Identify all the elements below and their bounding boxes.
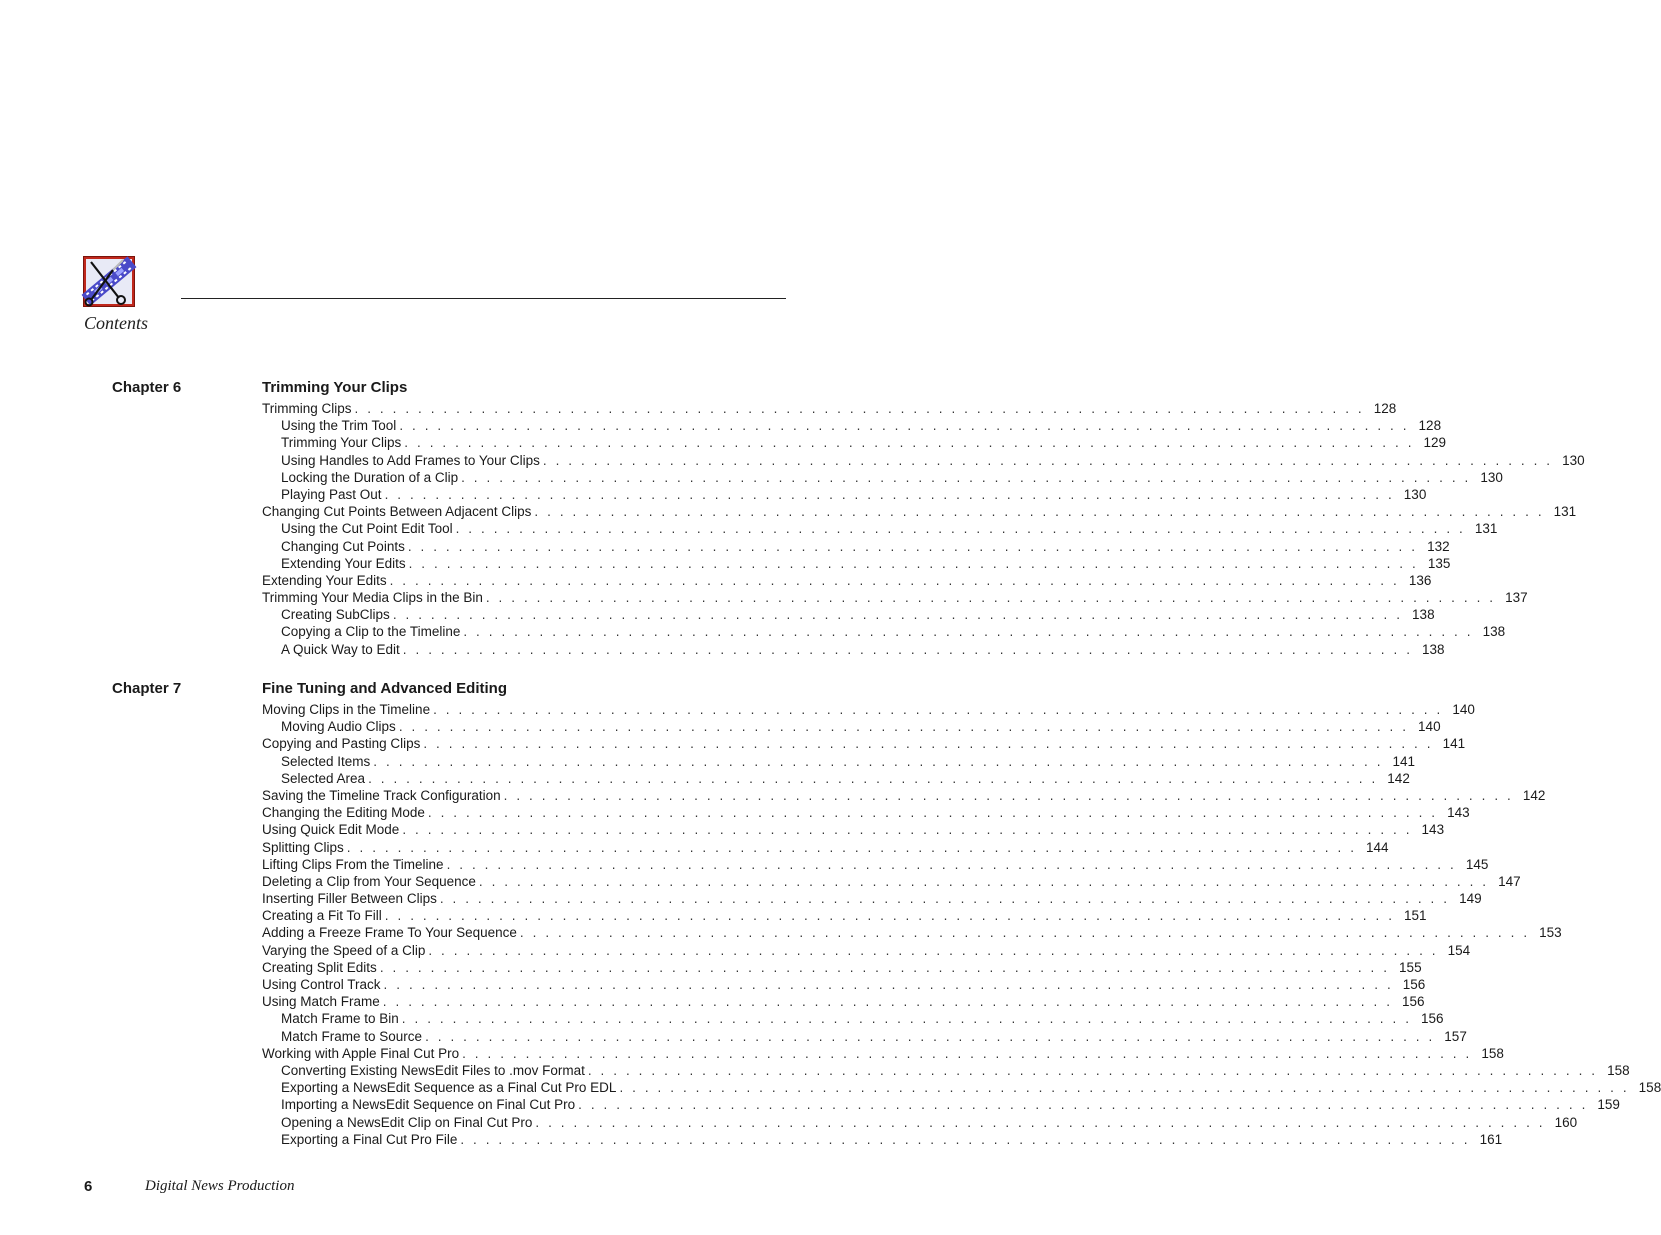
toc-entry-title: Using the Cut Point Edit Tool (281, 521, 453, 537)
toc-entry-page: 154 (1447, 942, 1471, 958)
dot-leader: . . . . . . . . . . . . . . . . . . . . . . . . . . . . . . . . . . . . . . . . . . . . . . . . . . . . . . . . . . . . . . . . . . . . . . . . . . . . . . . . (384, 486, 1395, 502)
toc-entry-page: 158 (1638, 1080, 1661, 1096)
toc-entry-title: Moving Clips in the Timeline (262, 702, 431, 717)
dot-leader: . . . . . . . . . . . . . . . . . . . . . . . . . . . . . . . . . . . . . . . . . . . . . . . . . . . . . . . . . . . . . . . . . . . . . . . . . . . . . . . . (407, 538, 1418, 554)
toc-entry[interactable] (262, 718, 1441, 735)
chapter-title: Fine Tuning and Advanced Editing (262, 680, 507, 697)
toc-entry-page: 144 (1366, 839, 1389, 855)
dot-leader: . . . . . . . . . . . . . . . . . . . . . . . . . . . . . . . . . . . . . . . . . . . . . . . . . . . . . . . . . . . . . . . . . . . . . . . . . . . . . . . . (401, 1011, 1412, 1027)
toc-entry[interactable] (262, 1131, 1503, 1148)
dot-leader: . . . . . . . . . . . . . . . . . . . . . . . . . . . . . . . . . . . . . . . . . . . . . . . . . . . . . . . . . . . . . . . . . . . . . . . . . . . . . . . . (462, 1045, 1472, 1061)
dot-leader: . . . . . . . . . . . . . . . . . . . . . . . . . . . . . . . . . . . . . . . . . . . . . . . . . . . . . . . . . . . . . . . . . . . . . . . . . . . . . . . . (619, 1080, 1630, 1096)
toc-entry[interactable] (262, 942, 1471, 959)
toc-entry-page: 142 (1387, 770, 1410, 786)
toc-entry-title: Lifting Clips From the Timeline (262, 856, 444, 872)
toc-entry-page: 143 (1447, 805, 1470, 821)
newsedit-logo-icon (83, 256, 135, 307)
dot-leader: . . . . . . . . . . . . . . . . . . . . . . . . . . . . . . . . . . . . . . . . . . . . . . . . . . . . . . . . . . . . . . . . . . . . . . . . . . . . . . . . (534, 504, 1545, 520)
toc-entry[interactable] (262, 452, 1585, 469)
toc-entry[interactable] (262, 701, 1475, 718)
toc-entry-page: 130 (1403, 486, 1427, 502)
toc-entry-page: 156 (1402, 977, 1426, 992)
toc-list-chapter-7 (262, 701, 1661, 1148)
toc-entry-page: 138 (1422, 641, 1445, 657)
toc-entry[interactable] (262, 641, 1445, 658)
toc-entry[interactable] (262, 503, 1577, 520)
toc-entry-title: Changing Cut Points (281, 538, 405, 554)
toc-entry-page: 135 (1427, 555, 1451, 571)
footer-page-number: 6 (84, 1178, 93, 1195)
toc-entry[interactable] (262, 890, 1482, 907)
dot-leader: . . . . . . . . . . . . . . . . . . . . . . . . . . . . . . . . . . . . . . . . . . . . . . . . . . . . . . . . . . . . . . . . . . . . . . . . . . . . . . . . (478, 873, 1489, 889)
dot-leader: . . . . . . . . . . . . . . . . . . . . . . . . . . . . . . . . . . . . . . . . . . . . . . . . . . . . . . . . . . . . . . . . . . . . . . . . . . . . . . . . (428, 942, 1439, 958)
toc-entry-title: Using the Trim Tool (281, 418, 397, 434)
toc-entry[interactable] (262, 572, 1432, 589)
toc-entry-title: Extending Your Edits (281, 555, 406, 571)
chapter-label: Chapter 6 (112, 379, 182, 396)
dot-leader: . . . . . . . . . . . . . . . . . . . . . . . . . . . . . . . . . . . . . . . . . . . . . . . . . . . . . . . . . . . . . . . . . . . . . . . . . . . . . . . . (408, 555, 1419, 571)
toc-entry-title: Trimming Clips (262, 401, 352, 416)
toc-entry[interactable] (262, 623, 1506, 640)
dot-leader: . . . . . . . . . . . . . . . . . . . . . . . . . . . . . . . . . . . . . . . . . . . . . . . . . . . . . . . . . . . . . . . . . . . . . . . . . . . . . . . . (425, 1028, 1435, 1044)
toc-entry-page: 158 (1607, 1062, 1630, 1078)
toc-entry-title: Creating a Fit To Fill (262, 908, 382, 924)
toc-entry-page: 140 (1452, 702, 1475, 717)
toc-entry[interactable] (262, 1114, 1578, 1131)
toc-entry[interactable] (262, 787, 1546, 804)
toc-entry[interactable] (262, 907, 1427, 924)
toc-entry-title: Trimming Your Clips (281, 435, 402, 451)
toc-entry-page: 143 (1421, 822, 1445, 838)
dot-leader: . . . . . . . . . . . . . . . . . . . . . . . . . . . . . . . . . . . . . . . . . . . . . . . . . . . . . . . . . . . . . . . . . . . . . . . . . . . . . . . . (373, 753, 1384, 769)
toc-entry-page: 130 (1480, 469, 1503, 485)
toc-entry-page: 140 (1418, 719, 1441, 735)
toc-entry-title: Varying the Speed of a Clip (262, 942, 426, 958)
toc-entry[interactable] (262, 417, 1442, 434)
toc-entry-title: Selected Area (281, 770, 366, 786)
dot-leader: . . . . . . . . . . . . . . . . . . . . . . . . . . . . . . . . . . . . . . . . . . . . . . . . . . . . . . . . . . . . . . . . . . . . . . . . . . . . . . . . (423, 736, 1434, 752)
toc-entry-title: Exporting a NewsEdit Sequence as a Final Cut Pro EDL (281, 1080, 617, 1096)
dot-leader: . . . . . . . . . . . . . . . . . . . . . . . . . . . . . . . . . . . . . . . . . . . . . . . . . . . . . . . . . . . . . . . . . . . . . . . . . . . . . . . . (383, 977, 1394, 992)
toc-entry[interactable] (262, 1062, 1630, 1079)
dot-leader: . . . . . . . . . . . . . . . . . . . . . . . . . . . . . . . . . . . . . . . . . . . . . . . . . . . . . . . . . . . . . . . . . . . . . . . . . . . . . . . . (535, 1114, 1546, 1130)
toc-entry-page: 136 (1408, 572, 1432, 588)
toc-entry[interactable] (262, 873, 1521, 890)
toc-entry-title: Using Handles to Add Frames to Your Clips (281, 452, 540, 468)
toc-entry-page: 128 (1418, 418, 1442, 434)
toc-entry-page: 153 (1539, 925, 1562, 941)
toc-entry-title: Importing a NewsEdit Sequence on Final Cut Pro (281, 1097, 576, 1113)
footer-book-title: Digital News Production (145, 1178, 295, 1194)
toc-entry[interactable] (262, 434, 1447, 451)
chapter-title: Trimming Your Clips (262, 379, 408, 396)
toc-entry-page: 156 (1421, 1011, 1444, 1027)
toc-entry[interactable] (262, 520, 1498, 537)
toc-entry-page: 131 (1553, 504, 1577, 520)
dot-leader: . . . . . . . . . . . . . . . . . . . . . . . . . . . . . . . . . . . . . . . . . . . . . . . . . . . . . . . . . . . . . . . . . . . . . . . . . . . . . . . . (346, 839, 1357, 855)
toc-entry-title: Working with Apple Final Cut Pro (262, 1045, 460, 1061)
toc-entry-page: 157 (1444, 1028, 1467, 1044)
dot-leader: . . . . . . . . . . . . . . . . . . . . . . . . . . . . . . . . . . . . . . . . . . . . . . . . . . . . . . . . . . . . . . . . . . . . . . . . . . . . . . . . (402, 641, 1413, 657)
dot-leader: . . . . . . . . . . . . . . . . . . . . . . . . . . . . . . . . . . . . . . . . . . . . . . . . . . . . . . . . . . . . . . . . . . . . . . . . . . . . . . . . (433, 702, 1443, 717)
toc-entry-title: Copying a Clip to the Timeline (281, 624, 461, 640)
toc-entry-title: Selected Items (281, 753, 371, 769)
dot-leader: . . . . . . . . . . . . . . . . . . . . . . . . . . . . . . . . . . . . . . . . . . . . . . . . . . . . . . . . . . . . . . . . . . . . . . . . . . . . . . . . (503, 787, 1514, 803)
toc-entry-title: Extending Your Edits (262, 572, 387, 588)
toc-entry[interactable] (262, 976, 1426, 993)
toc-entry-title: Adding a Freeze Frame To Your Sequence (262, 925, 517, 941)
toc-entry[interactable] (262, 993, 1425, 1010)
toc-entry-title: Locking the Duration of a Clip (281, 469, 459, 485)
toc-entry[interactable] (262, 1045, 1504, 1062)
toc-entry-title: A Quick Way to Edit (281, 641, 400, 657)
toc-entry-page: 131 (1474, 521, 1498, 537)
toc-entry[interactable] (262, 821, 1445, 838)
toc-entry-title: Deleting a Clip from Your Sequence (262, 873, 476, 889)
toc-entry-page: 129 (1423, 435, 1447, 451)
toc-entry[interactable] (262, 770, 1410, 787)
header-rule (181, 298, 786, 299)
toc-entry-title: Using Match Frame (262, 994, 380, 1010)
toc-entry-page: 138 (1482, 624, 1506, 640)
toc-entry-title: Creating SubClips (281, 607, 390, 623)
toc-entry[interactable] (262, 735, 1466, 752)
toc-entry-title: Match Frame to Source (281, 1028, 423, 1044)
toc-entry-page: 155 (1399, 959, 1422, 975)
toc-entry[interactable] (262, 753, 1416, 770)
toc-entry[interactable] (262, 486, 1427, 503)
dot-leader: . . . . . . . . . . . . . . . . . . . . . . . . . . . . . . . . . . . . . . . . . . . . . . . . . . . . . . . . . . . . . . . . . . . . . . . . . . . . . . . . (368, 770, 1378, 786)
toc-entry-page: 141 (1442, 736, 1466, 752)
toc-entry-title: Creating Split Edits (262, 959, 377, 975)
dot-leader: . . . . . . . . . . . . . . . . . . . . . . . . . . . . . . . . . . . . . . . . . . . . . . . . . . . . . . . . . . . . . . . . . . . . . . . . . . . . . . . . (461, 469, 1471, 485)
dot-leader: . . . . . . . . . . . . . . . . . . . . . . . . . . . . . . . . . . . . . . . . . . . . . . . . . . . . . . . . . . . . . . . . . . . . . . . . . . . . . . . . (542, 452, 1553, 468)
toc-entry[interactable] (262, 959, 1422, 976)
dot-leader: . . . . . . . . . . . . . . . . . . . . . . . . . . . . . . . . . . . . . . . . . . . . . . . . . . . . . . . . . . . . . . . . . . . . . . . . . . . . . . . . (379, 959, 1390, 975)
toc-entry[interactable] (262, 1096, 1620, 1113)
toc-entry[interactable] (262, 1079, 1661, 1096)
toc-entry[interactable] (262, 538, 1450, 555)
dot-leader: . . . . . . . . . . . . . . . . . . . . . . . . . . . . . . . . . . . . . . . . . . . . . . . . . . . . . . . . . . . . . . . . . . . . . . . . . . . . . . . . (399, 418, 1410, 434)
toc-entry-title: Moving Audio Clips (281, 719, 396, 735)
toc-entry[interactable] (262, 804, 1470, 821)
dot-leader: . . . . . . . . . . . . . . . . . . . . . . . . . . . . . . . . . . . . . . . . . . . . . . . . . . . . . . . . . . . . . . . . . . . . . . . . . . . . . . . . (384, 908, 1395, 924)
dot-leader: . . . . . . . . . . . . . . . . . . . . . . . . . . . . . . . . . . . . . . . . . . . . . . . . . . . . . . . . . . . . . . . . . . . . . . . . . . . . . . . . (398, 719, 1409, 735)
toc-entry[interactable] (262, 856, 1489, 873)
dot-leader: . . . . . . . . . . . . . . . . . . . . . . . . . . . . . . . . . . . . . . . . . . . . . . . . . . . . . . . . . . . . . . . . . . . . . . . . . . . . . . . . (404, 435, 1415, 451)
toc-entry-page: 160 (1554, 1114, 1578, 1130)
toc-entry-page: 128 (1373, 401, 1397, 416)
toc-entry[interactable] (262, 400, 1397, 417)
toc-entry[interactable] (262, 1010, 1444, 1027)
toc-entry-page: 132 (1427, 538, 1450, 554)
toc-entry[interactable] (262, 1028, 1467, 1045)
dot-leader: . . . . . . . . . . . . . . . . . . . . . . . . . . . . . . . . . . . . . . . . . . . . . . . . . . . . . . . . . . . . . . . . . . . . . . . . . . . . . . . . (455, 521, 1466, 537)
toc-entry-title: Using Control Track (262, 977, 381, 992)
toc-entry-page: 156 (1402, 994, 1425, 1010)
toc-entry-title: Opening a NewsEdit Clip on Final Cut Pro (281, 1114, 533, 1130)
dot-leader: . . . . . . . . . . . . . . . . . . . . . . . . . . . . . . . . . . . . . . . . . . . . . . . . . . . . . . . . . . . . . . . . . . . . . . . . . . . . . . . . (587, 1062, 1598, 1078)
toc-entry-page: 149 (1459, 891, 1482, 907)
dot-leader: . . . . . . . . . . . . . . . . . . . . . . . . . . . . . . . . . . . . . . . . . . . . . . . . . . . . . . . . . . . . . . . . . . . . . . . . . . . . . . . . (392, 607, 1403, 623)
toc-entry-page: 141 (1392, 753, 1416, 769)
dot-leader: . . . . . . . . . . . . . . . . . . . . . . . . . . . . . . . . . . . . . . . . . . . . . . . . . . . . . . . . . . . . . . . . . . . . . . . . . . . . . . . . (485, 590, 1496, 606)
toc-entry-page: 145 (1465, 856, 1489, 872)
page-title: Contents (84, 313, 149, 333)
dot-leader: . . . . . . . . . . . . . . . . . . . . . . . . . . . . . . . . . . . . . . . . . . . . . . . . . . . . . . . . . . . . . . . . . . . . . . . . . . . . . . . . (463, 624, 1474, 640)
toc-entry[interactable] (262, 589, 1528, 606)
toc-list-chapter-6 (262, 400, 1585, 658)
toc-entry-title: Match Frame to Bin (281, 1011, 399, 1027)
toc-entry-title: Changing the Editing Mode (262, 805, 425, 821)
toc-entry-title: Inserting Filler Between Clips (262, 891, 437, 907)
dot-leader: . . . . . . . . . . . . . . . . . . . . . . . . . . . . . . . . . . . . . . . . . . . . . . . . . . . . . . . . . . . . . . . . . . . . . . . . . . . . . . . . (427, 805, 1438, 821)
dot-leader: . . . . . . . . . . . . . . . . . . . . . . . . . . . . . . . . . . . . . . . . . . . . . . . . . . . . . . . . . . . . . . . . . . . . . . . . . . . . . . . . (460, 1131, 1471, 1147)
dot-leader: . . . . . . . . . . . . . . . . . . . . . . . . . . . . . . . . . . . . . . . . . . . . . . . . . . . . . . . . . . . . . . . . . . . . . . . . . . . . . . . . (354, 401, 1365, 416)
dot-leader: . . . . . . . . . . . . . . . . . . . . . . . . . . . . . . . . . . . . . . . . . . . . . . . . . . . . . . . . . . . . . . . . . . . . . . . . . . . . . . . . (389, 572, 1400, 588)
toc-entry-title: Exporting a Final Cut Pro File (281, 1131, 458, 1147)
toc-entry-page: 130 (1562, 452, 1585, 468)
toc-entry-title: Copying and Pasting Clips (262, 736, 421, 752)
toc-entry-page: 158 (1481, 1045, 1504, 1061)
toc-entry[interactable] (262, 606, 1435, 623)
toc-entry-title: Using Quick Edit Mode (262, 822, 400, 838)
chapter-label: Chapter 7 (112, 680, 182, 697)
dot-leader: . . . . . . . . . . . . . . . . . . . . . . . . . . . . . . . . . . . . . . . . . . . . . . . . . . . . . . . . . . . . . . . . . . . . . . . . . . . . . . . . (519, 925, 1530, 941)
toc-entry-page: 151 (1404, 908, 1427, 924)
toc-entry-title: Converting Existing NewsEdit Files to .mov Format (281, 1062, 585, 1078)
toc-entry[interactable] (262, 555, 1451, 572)
toc-entry-page: 161 (1479, 1131, 1503, 1147)
toc-entry-title: Trimming Your Media Clips in the Bin (262, 590, 483, 606)
toc-entry[interactable] (262, 839, 1389, 856)
toc-entry-title: Splitting Clips (262, 839, 344, 855)
toc-entry-page: 137 (1505, 590, 1528, 606)
dot-leader: . . . . . . . . . . . . . . . . . . . . . . . . . . . . . . . . . . . . . . . . . . . . . . . . . . . . . . . . . . . . . . . . . . . . . . . . . . . . . . . . (402, 822, 1413, 838)
dot-leader: . . . . . . . . . . . . . . . . . . . . . . . . . . . . . . . . . . . . . . . . . . . . . . . . . . . . . . . . . . . . . . . . . . . . . . . . . . . . . . . . (382, 994, 1393, 1010)
dot-leader: . . . . . . . . . . . . . . . . . . . . . . . . . . . . . . . . . . . . . . . . . . . . . . . . . . . . . . . . . . . . . . . . . . . . . . . . . . . . . . . . (578, 1097, 1588, 1113)
toc-entry[interactable] (262, 924, 1562, 941)
toc-entry-page: 138 (1412, 607, 1435, 623)
toc-entry-title: Playing Past Out (281, 486, 382, 502)
toc-entry-page: 142 (1522, 787, 1546, 803)
toc-entry-page: 159 (1597, 1097, 1620, 1113)
dot-leader: . . . . . . . . . . . . . . . . . . . . . . . . . . . . . . . . . . . . . . . . . . . . . . . . . . . . . . . . . . . . . . . . . . . . . . . . . . . . . . . . (446, 856, 1457, 872)
dot-leader: . . . . . . . . . . . . . . . . . . . . . . . . . . . . . . . . . . . . . . . . . . . . . . . . . . . . . . . . . . . . . . . . . . . . . . . . . . . . . . . . (439, 891, 1450, 907)
toc-entry-page: 147 (1498, 873, 1521, 889)
toc-entry-title: Changing Cut Points Between Adjacent Clips (262, 504, 532, 520)
toc-entry-title: Saving the Timeline Track Configuration (262, 787, 501, 803)
toc-entry[interactable] (262, 469, 1503, 486)
